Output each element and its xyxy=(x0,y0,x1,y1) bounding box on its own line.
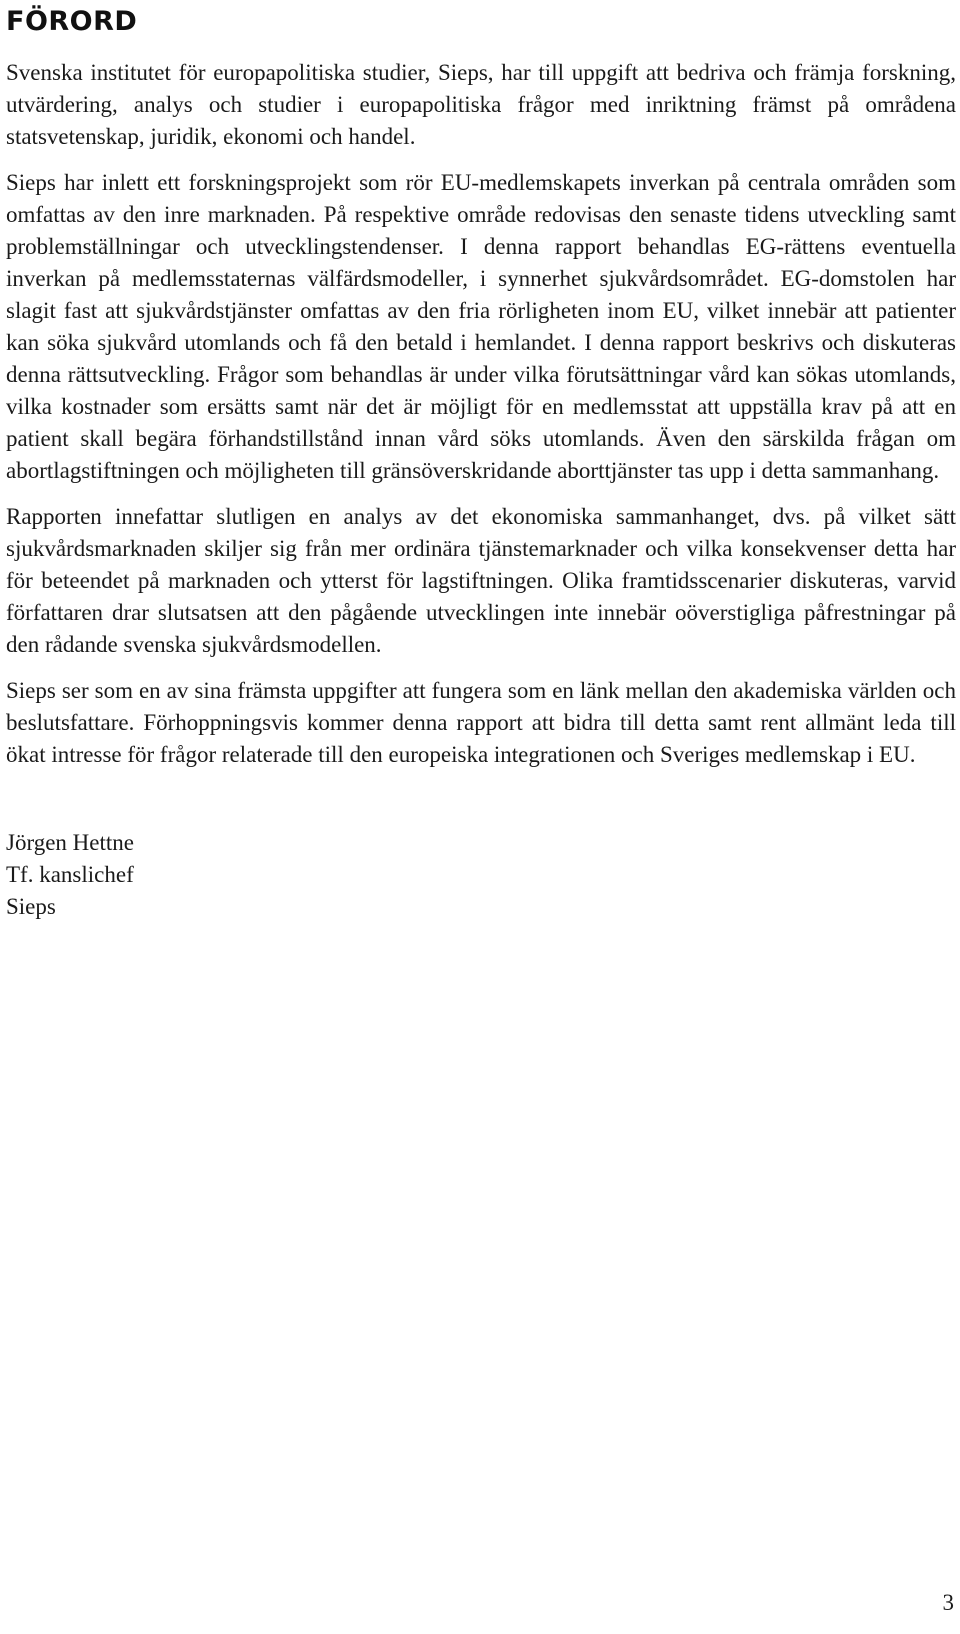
signature-name: Jörgen Hettne xyxy=(6,830,134,855)
paragraph-project: Sieps har inlett ett forskningsprojekt som rör EU-medlemskapets inverkan på centrala områden som omfattas av den inre marknaden. På respektive område redovisas den senaste tidens utveckling samt problemställningar och utvecklingstendenser. I denna rapport behandlas EG-rättens eventuella inverkan på medlemsstaternas välfärdsmodeller, i synnerhet sjukvårdsområdet. EG-domstolen har slagit fast att sjukvårdstjänster omfattas av den fria rörligheten inom EU, vilket innebär att patienter kan söka sjukvård utomlands och få den betald i hemlandet. I denna rapport beskrivs och diskuteras denna rättsutveckling. Frågor som behandlas är under vilka förutsättningar vård kan sökas utomlands, vilka kostnader som ersätts samt när det är möjligt för en medlemsstat att uppställa krav på att en patient skall begära förhandstillstånd innan vård söks utomlands. Även den särskilda frågan om abortlagstiftningen och möjligheten till gränsöverskridande aborttjänster tas upp i detta sammanhang. xyxy=(6,170,956,483)
signature-block xyxy=(6,827,956,923)
signature-title: Tf. kanslichef xyxy=(6,862,134,887)
body-text xyxy=(6,57,956,771)
document-page xyxy=(6,0,956,923)
page-number: 3 xyxy=(942,1590,954,1615)
section-heading: FÖRORD xyxy=(6,6,138,37)
paragraph-economics: Rapporten innefattar slutligen en analys av det ekonomiska sammanhanget, dvs. på vilket sätt sjukvårdsmarknaden skiljer sig från mer ordinära tjänstemarknader och vilka konsekvenser detta har för beteendet på marknaden och ytterst för lagstiftningen. Olika framtidsscenarier diskuteras, varvid författaren drar slutsatsen att den pågående utvecklingen inte innebär oöverstigliga påfrestningar på den rådande svenska sjukvårdsmodellen. xyxy=(6,504,956,657)
signature-organization: Sieps xyxy=(6,894,56,919)
paragraph-mission: Sieps ser som en av sina främsta uppgifter att fungera som en länk mellan den akademiska världen och beslutsfattare. Förhoppningsvis kommer denna rapport att bidra till detta samt rent allmänt leda till ökat intresse för frågor relaterade till den europeiska integrationen och Sveriges medlemskap i EU. xyxy=(6,678,956,767)
paragraph-intro: Svenska institutet för europapolitiska studier, Sieps, har till uppgift att bedriva och främja forskning, utvärdering, analys och studier i europapolitiska frågor med inriktning främst på områdena statsvetenskap, juridik, ekonomi och handel. xyxy=(6,60,956,149)
